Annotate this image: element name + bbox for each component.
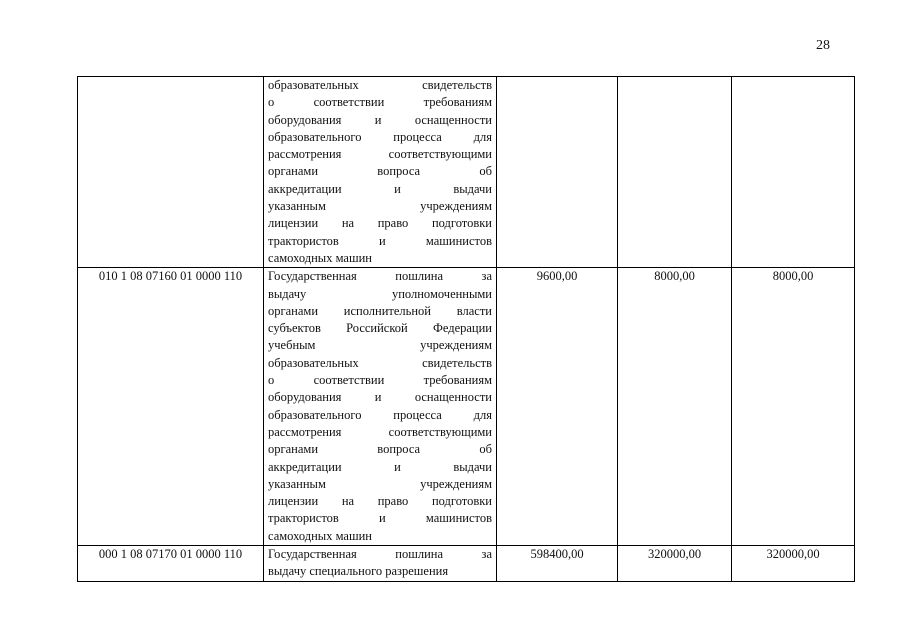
revenue-name-line: субъектов Российской Федерации (268, 321, 492, 336)
table-row (78, 268, 855, 546)
revenue-name-line: Государственная пошлина за (268, 269, 492, 284)
amount-cell-2: 8000,00 (618, 268, 732, 546)
revenue-name-line: рассмотрения соответствующими (268, 147, 492, 162)
revenue-name-line: органами вопроса об (268, 442, 492, 457)
revenue-name-line: образовательного процесса для (268, 407, 492, 422)
revenue-name-cell (264, 268, 497, 546)
revenue-name-line: образовательных свидетельств (268, 78, 492, 92)
revenue-name-line: самоходных машин (268, 250, 372, 265)
revenue-name-line: выдачу уполномоченными (268, 286, 492, 301)
revenue-name-line: трактористов и машинистов (268, 233, 492, 248)
amount-cell-3: 8000,00 (732, 268, 855, 546)
table-row (78, 546, 855, 582)
revenue-name-line: учебным учреждениям (268, 338, 492, 353)
revenue-name-line: оборудования и оснащенности (268, 390, 492, 405)
revenue-name-line: о соответствии требованиям (268, 373, 492, 388)
revenue-name-line: органами исполнительной власти (268, 303, 492, 318)
revenue-name-line: о соответствии требованиям (268, 95, 492, 110)
revenue-name-line: указанным учреждениям (268, 476, 492, 491)
amount-cell-2: 320000,00 (618, 546, 732, 582)
revenue-name-line: оборудования и оснащенности (268, 112, 492, 127)
amount-cell-3 (732, 77, 855, 268)
revenue-name-line: рассмотрения соответствующими (268, 424, 492, 439)
revenue-code-cell: 000 1 08 07170 01 0000 110 (78, 546, 264, 582)
revenue-name-line: трактористов и машинистов (268, 511, 492, 526)
revenue-name-cell (264, 77, 497, 268)
revenue-name-line: аккредитации и выдачи (268, 181, 492, 196)
revenue-name-cell (264, 546, 497, 582)
amount-cell-1: 598400,00 (497, 546, 618, 582)
revenue-name-line: образовательного процесса для (268, 129, 492, 144)
revenue-name-line: самоходных машин (268, 528, 372, 543)
revenue-name-line: выдачу специального разрешения (268, 564, 449, 579)
revenue-name-line: Государственная пошлина за (268, 547, 492, 562)
amount-cell-1: 9600,00 (497, 268, 618, 546)
revenue-name-line: образовательных свидетельств (268, 355, 492, 370)
amount-cell-3: 320000,00 (732, 546, 855, 582)
amount-cell-2 (618, 77, 732, 268)
revenue-name-line: лицензии на право подготовки (268, 494, 492, 509)
budget-revenue-table (77, 76, 855, 582)
page-number: 28 (816, 38, 830, 53)
amount-cell-1 (497, 77, 618, 268)
revenue-code-cell (78, 77, 264, 268)
revenue-name-line: лицензии на право подготовки (268, 216, 492, 231)
revenue-name-line: аккредитации и выдачи (268, 459, 492, 474)
table-row (78, 77, 855, 268)
revenue-code-cell: 010 1 08 07160 01 0000 110 (78, 268, 264, 546)
revenue-name-line: указанным учреждениям (268, 199, 492, 214)
revenue-name-line: органами вопроса об (268, 164, 492, 179)
